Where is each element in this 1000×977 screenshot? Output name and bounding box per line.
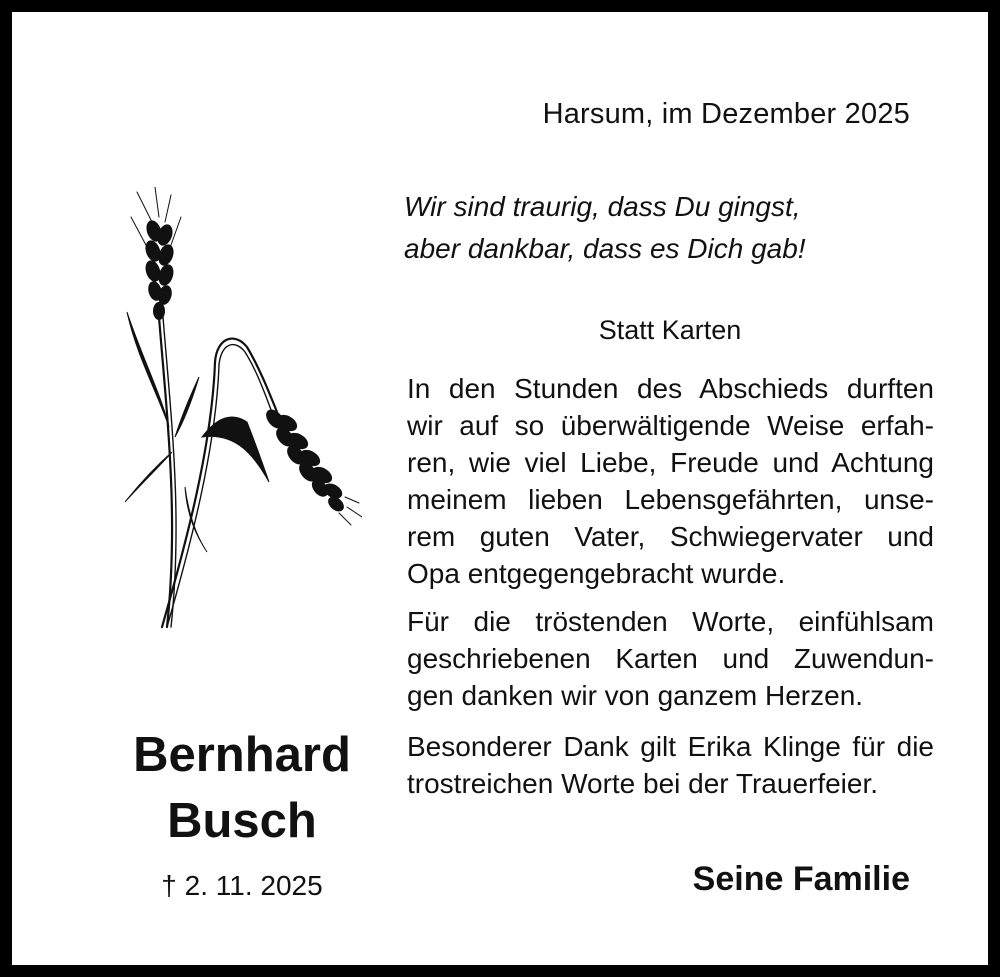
paragraph-line: geschriebenen Karten und Zuwendun-	[407, 643, 934, 674]
thanks-paragraph	[407, 370, 934, 592]
wheat-ears-icon	[107, 187, 362, 637]
paragraph-line: Opa entgegengebracht wurde.	[407, 558, 786, 589]
paragraph-line: Besonderer Dank gilt Erika Klinge für die	[407, 731, 934, 762]
paragraph-line: Für die tröstenden Worte, einfühlsam	[407, 606, 934, 637]
quote-line: aber dankbar, dass es Dich gab!	[404, 233, 806, 264]
deceased-name	[92, 722, 392, 854]
signature: Seine Familie	[692, 860, 910, 898]
first-name: Bernhard	[133, 728, 351, 782]
place-date: Harsum, im Dezember 2025	[542, 98, 910, 130]
paragraph-line: meinem lieben Lebensgefährten, unse-	[407, 484, 934, 515]
quote	[404, 186, 806, 270]
paragraph-line: ren, wie viel Liebe, Freude und Achtung	[407, 447, 934, 478]
death-date: † 2. 11. 2025	[161, 870, 323, 901]
paragraph-line: rem guten Vater, Schwiegervater und	[407, 521, 934, 552]
comfort-paragraph	[407, 603, 934, 714]
statt-karten-heading: Statt Karten	[598, 315, 742, 345]
paragraph-line: gen danken wir von ganzem Herzen.	[407, 680, 864, 711]
paragraph-line: trostreichen Worte bei der Trauerfeier.	[407, 768, 879, 799]
quote-line: Wir sind traurig, dass Du gingst,	[404, 191, 801, 222]
special-thanks-paragraph	[407, 728, 934, 802]
last-name: Busch	[167, 794, 317, 848]
paragraph-line: In den Stunden des Abschieds durften	[407, 373, 934, 404]
paragraph-line: wir auf so überwältigende Weise erfah-	[407, 410, 934, 441]
